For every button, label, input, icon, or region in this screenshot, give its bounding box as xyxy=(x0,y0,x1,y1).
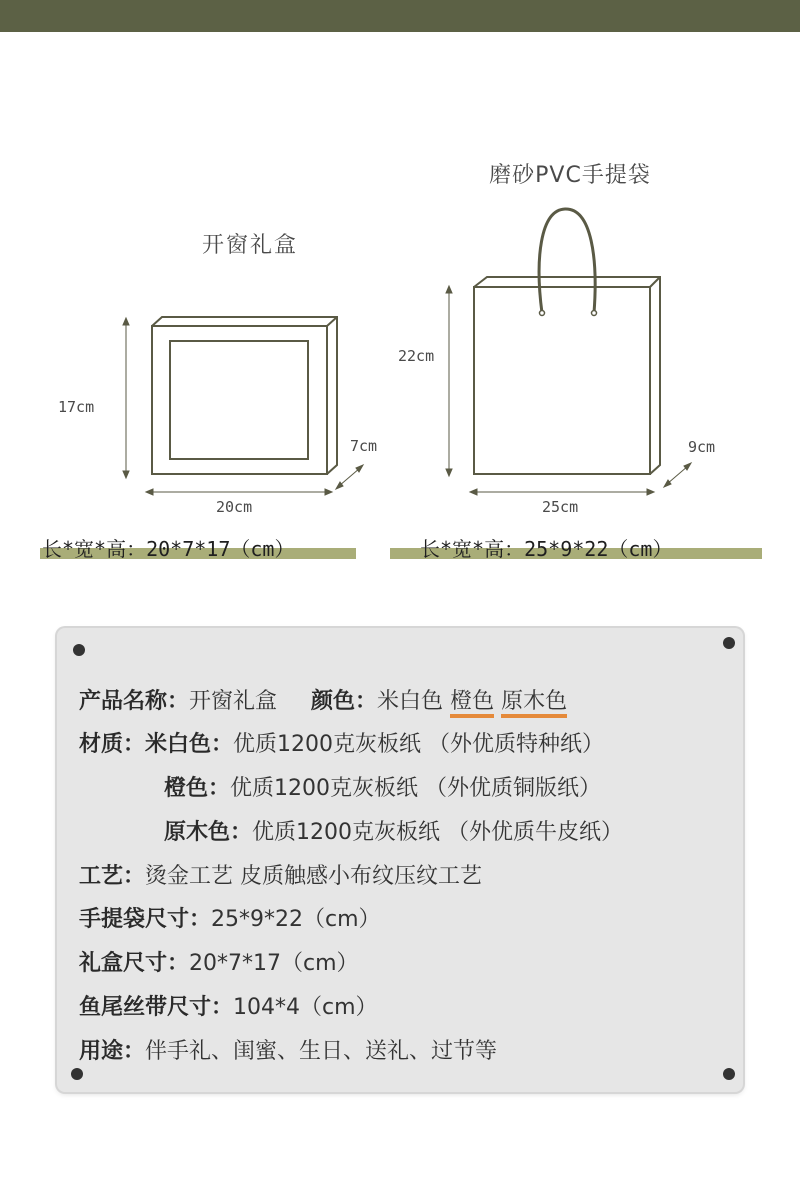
box-depth-arrow xyxy=(339,468,360,486)
spec-panel xyxy=(57,628,743,1092)
spec-use-row xyxy=(79,1034,497,1065)
bag-eyelet-left xyxy=(540,311,545,316)
bag-eyelet-right xyxy=(592,311,597,316)
pvc-bag-drawing xyxy=(474,209,660,474)
spec-ribbon-row xyxy=(79,990,378,1021)
spec-value: 优质1200克灰板纸 （外优质铜版纸） xyxy=(230,776,601,801)
spec-value: 25*9*22（cm） xyxy=(211,907,381,932)
bag-depth-label: 9cm xyxy=(688,438,716,456)
spec-key: 材质： xyxy=(79,732,146,757)
spec-name-row xyxy=(79,684,567,715)
box-title: 开窗礼盒 xyxy=(201,233,298,258)
spec-key: 工艺： xyxy=(79,864,146,889)
spec-value: 20*7*17（cm） xyxy=(189,951,359,976)
spec-value: 伴手礼、闺蜜、生日、送礼、过节等 xyxy=(145,1039,498,1064)
spec-bag-size-row xyxy=(79,902,381,933)
color-option: 橙色 xyxy=(450,689,494,718)
spec-key: 手提袋尺寸： xyxy=(79,907,212,932)
spec-material-row xyxy=(164,815,623,846)
spec-value: 104*4（cm） xyxy=(233,995,378,1020)
box-height-label: 17cm xyxy=(58,398,95,416)
color-option: 原木色 xyxy=(501,689,567,718)
spec-value: 优质1200克灰板纸 （外优质牛皮纸） xyxy=(252,820,623,845)
spec-subkey: 原木色： xyxy=(164,820,253,845)
spec-key: 用途： xyxy=(79,1039,146,1064)
box-size-caption: 长*宽*高：20*7*17（cm） xyxy=(42,537,295,561)
spec-craft-row xyxy=(79,859,482,890)
spec-material-row xyxy=(79,727,604,758)
spec-value: 优质1200克灰板纸 （外优质特种纸） xyxy=(233,732,605,757)
bag-depth-arrow xyxy=(667,466,688,484)
spec-box-size-row xyxy=(79,946,359,977)
box-width-label: 20cm xyxy=(216,498,253,516)
color-option: 米白色 xyxy=(377,689,444,714)
bag-size-caption: 长*宽*高：25*9*22（cm） xyxy=(420,537,673,561)
spec-subkey: 米白色： xyxy=(145,732,234,757)
panel-pin-icon xyxy=(723,637,735,649)
spec-value: 开窗礼盒 xyxy=(189,689,278,714)
spec-material-row xyxy=(164,771,601,802)
bag-title: 磨砂PVC手提袋 xyxy=(489,163,651,188)
spec-key: 鱼尾丝带尺寸： xyxy=(79,995,234,1020)
panel-pin-icon xyxy=(73,644,85,656)
spec-key: 产品名称： xyxy=(79,689,190,714)
spec-subkey: 橙色： xyxy=(164,776,231,801)
bag-width-label: 25cm xyxy=(542,498,579,516)
bag-height-label: 22cm xyxy=(398,347,435,365)
window-box-drawing xyxy=(152,317,337,474)
spec-key: 礼盒尺寸： xyxy=(79,951,190,976)
spec-key: 颜色： xyxy=(311,689,378,714)
box-depth-label: 7cm xyxy=(350,437,378,455)
panel-pin-icon xyxy=(723,1068,735,1080)
panel-pin-icon xyxy=(71,1068,83,1080)
spec-value: 烫金工艺 皮质触感小布纹压纹工艺 xyxy=(145,864,483,889)
